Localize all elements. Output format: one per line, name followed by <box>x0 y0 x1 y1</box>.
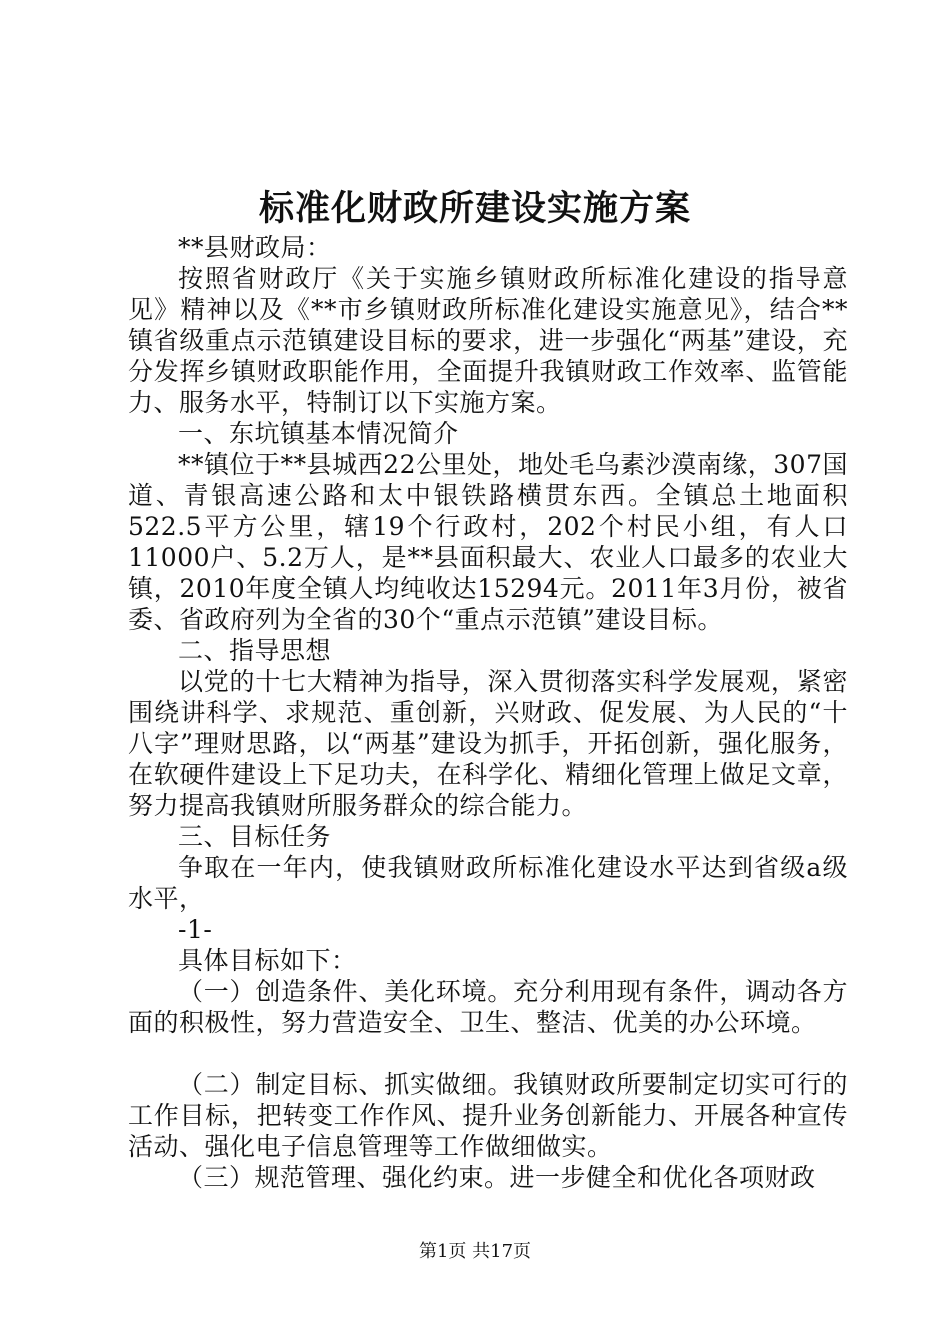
body-paragraph: 争取在一年内，使我镇财政所标准化建设水平达到省级a级水平， <box>128 853 848 913</box>
section-heading: 三、目标任务 <box>178 822 332 851</box>
body-paragraph: **镇位于**县城西22公里处，地处毛乌素沙漠南缘，307国道、青银高速公路和太中银铁路横贯东西。全镇总土地面积522.5平方公里，辖19个行政村，202个村民小组，有人口11000户、5.2万人，是**县面积最大、农业人口最多的农业大镇，2010年度全镇人均纯收达15294元。2011年3月份，被省委、省政府列为全省的30个“重点示范镇”建设目标。 <box>128 450 848 634</box>
document-title: 标准化财政所建设实施方案 <box>258 188 691 229</box>
page-footer: 第1页 共17页 <box>418 1241 532 1262</box>
body-paragraph: （一）创造条件、美化环境。充分利用现有条件，调动各方面的积极性，努力营造安全、卫生、整洁、优美的办公环境。 <box>128 977 848 1037</box>
section-heading: 二、指导思想 <box>178 636 332 665</box>
inline-page-number: -1- <box>178 915 213 944</box>
body-paragraph: 具体目标如下： <box>178 946 357 975</box>
intro-paragraph: 按照省财政厅《关于实施乡镇财政所标准化建设的指导意见》精神以及《**市乡镇财政所标准化建设实施意见》，结合**镇省级重点示范镇建设目标的要求，进一步强化“两基”建设，充分发挥乡镇财政职能作用，全面提升我镇财政工作效率、监管能力、服务水平，特制订以下实施方案。 <box>128 264 848 417</box>
body-paragraph: 以党的十七大精神为指导，深入贯彻落实科学发展观，紧密围绕讲科学、求规范、重创新，兴财政、促发展、为人民的“十八字”理财思路，以“两基”建设为抓手，开拓创新，强化服务，在软硬件建设上下足功夫，在科学化、精细化管理上做足文章，努力提高我镇财所服务群众的综合能力。 <box>128 667 848 820</box>
body-paragraph: （二）制定目标、抓实做细。我镇财政所要制定切实可行的工作目标，把转变工作作风、提升业务创新能力、开展各种宣传活动、强化电子信息管理等工作做细做实。 <box>128 1070 848 1161</box>
body-paragraph: （三）规范管理、强化约束。进一步健全和优化各项财政 <box>178 1163 816 1192</box>
salutation: **县财政局： <box>178 233 332 262</box>
section-heading: 一、东坑镇基本情况简介 <box>178 419 459 448</box>
document-body <box>128 232 848 1193</box>
